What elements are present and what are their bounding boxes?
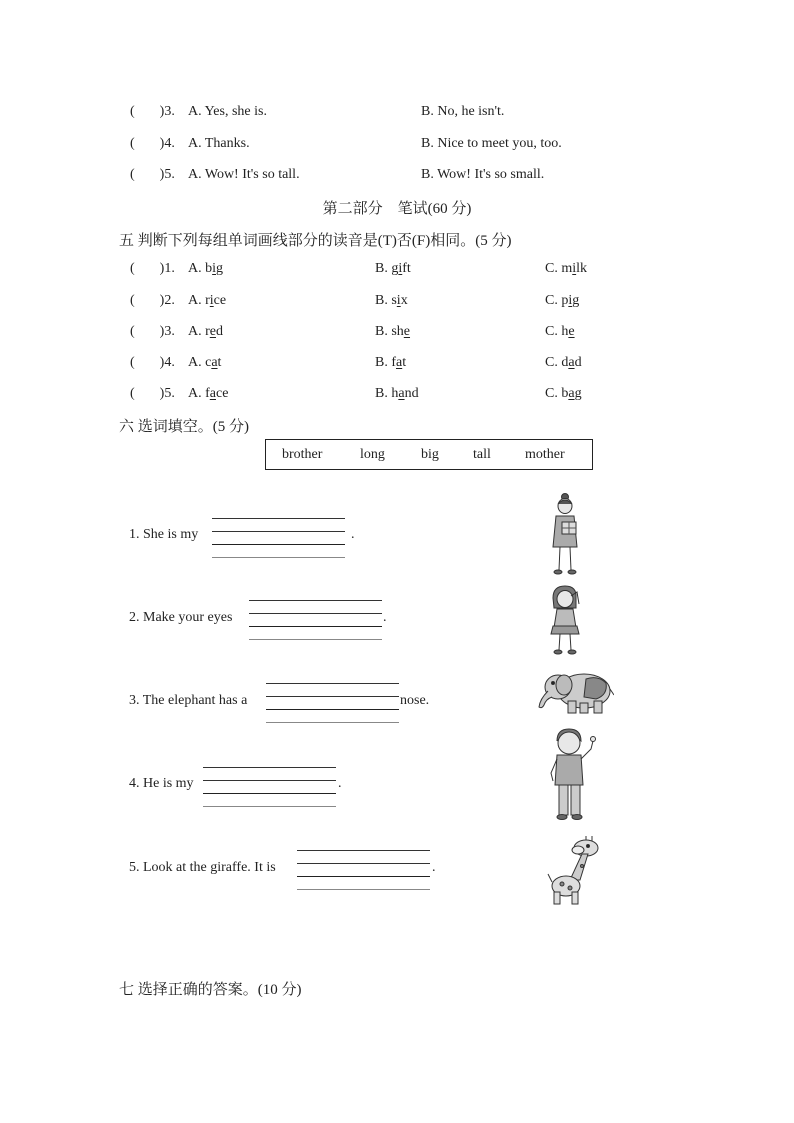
sentence-prefix: 1. She is my xyxy=(129,527,199,542)
option-a: A. Thanks. xyxy=(188,136,250,151)
option-a: A. Wow! It's so tall. xyxy=(188,167,300,182)
option-b: B. gift xyxy=(375,261,411,276)
option-b: B. fat xyxy=(375,355,407,370)
option-b: B. six xyxy=(375,293,408,308)
option-a: A. face xyxy=(188,386,229,401)
word-bank-word: mother xyxy=(525,447,565,462)
sentence-prefix: 5. Look at the giraffe. It is xyxy=(129,860,276,875)
answer-paren[interactable]: ( )3. xyxy=(130,104,175,119)
word-bank-word: brother xyxy=(282,447,323,462)
answer-paren[interactable]: ( )1. xyxy=(130,261,175,276)
part-title: 第二部分 笔试(60 分) xyxy=(322,201,472,217)
sentence-prefix: 4. He is my xyxy=(129,776,194,791)
option-c: C. he xyxy=(545,324,575,339)
word-bank-word: tall xyxy=(473,447,491,462)
option-c: C. bag xyxy=(545,386,582,401)
word-bank-word: big xyxy=(421,447,439,462)
word-bank-word: long xyxy=(360,447,385,462)
sentence-prefix: 3. The elephant has a xyxy=(129,693,248,708)
option-a: A. big xyxy=(188,261,224,276)
answer-paren[interactable]: ( )4. xyxy=(130,136,175,151)
option-c: C. pig xyxy=(545,293,580,308)
girl-touching-eye-icon xyxy=(545,584,585,656)
option-b: B. Wow! It's so small. xyxy=(421,167,545,182)
option-b: B. she xyxy=(375,324,411,339)
answer-paren[interactable]: ( )2. xyxy=(130,293,175,308)
answer-paren[interactable]: ( )5. xyxy=(130,167,175,182)
sentence-suffix: . xyxy=(432,860,436,875)
answer-paren[interactable]: ( )4. xyxy=(130,355,175,370)
option-c: C. milk xyxy=(545,261,588,276)
sentence-prefix: 2. Make your eyes xyxy=(129,610,233,625)
option-a: A. cat xyxy=(188,355,222,370)
sentence-suffix: . xyxy=(351,527,355,542)
sentence-suffix: nose. xyxy=(400,693,430,708)
option-a: A. Yes, she is. xyxy=(188,104,267,119)
section5-title: 五 判断下列每组单词画线部分的读音是(T)否(F)相同。(5 分) xyxy=(119,233,512,249)
giraffe-toy-icon xyxy=(546,834,600,908)
section7-title: 七 选择正确的答案。(10 分) xyxy=(119,982,302,998)
boy-waving-icon xyxy=(545,727,597,823)
answer-paren[interactable]: ( )3. xyxy=(130,324,175,339)
girl-holding-gift-icon xyxy=(546,492,584,578)
sentence-suffix: . xyxy=(338,776,342,791)
elephant-icon xyxy=(536,665,614,717)
option-b: B. No, he isn't. xyxy=(421,104,505,119)
option-a: A. rice xyxy=(188,293,227,308)
sentence-suffix: . xyxy=(383,610,387,625)
option-b: B. hand xyxy=(375,386,419,401)
answer-paren[interactable]: ( )5. xyxy=(130,386,175,401)
option-c: C. dad xyxy=(545,355,582,370)
word-bank-box xyxy=(265,439,593,470)
option-b: B. Nice to meet you, too. xyxy=(421,136,562,151)
section6-title: 六 选词填空。(5 分) xyxy=(119,419,249,435)
option-a: A. red xyxy=(188,324,223,339)
